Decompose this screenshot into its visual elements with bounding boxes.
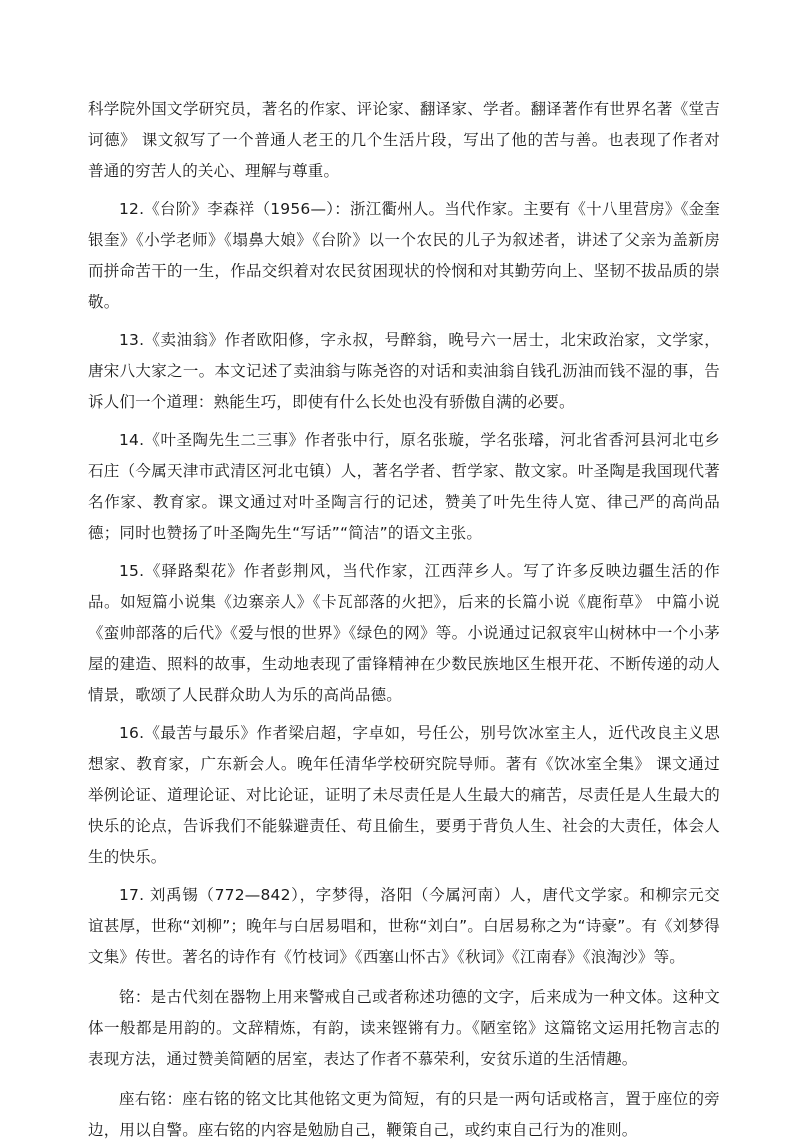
paragraph-item-17: 17. 刘禹锡（772—842），字梦得，洛阳（今属河南）人，唐代文学家。和柳宗元交谊甚厚，世称“刘柳”；晚年与白居易唱和，世称“刘白”。白居易称之为“诗豪”。有《刘梦得文集》传世。著名的诗作有《竹枝词》《西塞山怀古》《秋词》《江南春》《浪淘沙》等。: [88, 886, 720, 966]
paragraph-item-14: 14.《叶圣陶先生二三事》作者张中行，原名张璇，学名张璿，河北省香河县河北屯乡石庄（今属天津市武清区河北屯镇）人，著名学者、哲学家、散文家。叶圣陶是我国现代著名作家、教育家。课文通过对叶圣陶言行的记述，赞美了叶先生待人宽、律己严的高尚品德；同时也赞扬了叶圣陶先生“写话”“简洁”的语文主张。: [88, 431, 720, 542]
paragraph-ming-definition: 铭：是古代刻在器物上用来警戒自己或者称述功德的文字，后来成为一种文体。这种文体一般都是用韵的。文辞精炼，有韵，读来铿锵有力。《陋室铭》这篇铭文运用托物言志的表现方法，通过赞美简陋的居室，表达了作者不慕荣利，安贫乐道的生活情趣。: [88, 988, 720, 1068]
paragraph-item-15: 15.《驿路梨花》作者彭荆风，当代作家，江西萍乡人。写了许多反映边疆生活的作品。如短篇小说集《边寨亲人》《卡瓦部落的火把》，后来的长篇小说《鹿衔草》 中篇小说《蛮帅部落的后代》《爱与恨的世界》《绿色的网》等。小说通过记叙哀牢山树林中一个小茅屋的建造、照料的故事，生动地表现了雷锋精神在少数民族地区生根开花、不断传递的动人情景，歌颂了人民群众助人为乐的高尚品德。: [88, 562, 720, 704]
paragraph-item-13: 13.《卖油翁》作者欧阳修，字永叔，号醉翁，晚号六一居士，北宋政治家，文学家，唐宋八大家之一。本文记述了卖油翁与陈尧咨的对话和卖油翁自钱孔沥油而钱不湿的事，告诉人们一个道理：熟能生巧，即使有什么长处也没有骄傲自满的必要。: [88, 331, 720, 411]
document-body: [88, 94, 720, 1146]
paragraph-item-16: 16.《最苦与最乐》作者梁启超，字卓如，号任公，别号饮冰室主人，近代改良主义思想家、教育家，广东新会人。晚年任清华学校研究院导师。著有《饮冰室全集》 课文通过举例论证、道理论证、对比论证，证明了未尽责任是人生最大的痛苦，尽责任是人生最大的快乐的论点，告诉我们不能躲避责任、苟且偷生，要勇于背负人生、社会的大责任，体会人生的快乐。: [88, 724, 720, 866]
paragraph-zuoyouming-definition: 座右铭：座右铭的铭文比其他铭文更为简短，有的只是一两句话或格言，置于座位的旁边，用以自警。座右铭的内容是勉励自己，鞭策自己，或约束自己行为的准则。: [88, 1090, 720, 1139]
paragraph-item-12: 12.《台阶》李森祥（1956—）：浙江衢州人。当代作家。主要有《十八里营房》《金奎银奎》《小学老师》《塌鼻大娘》《台阶》以一个农民的儿子为叙述者，讲述了父亲为盖新房而拼命苦干的一生，作品交织着对农民贫困现状的怜悯和对其勤劳向上、坚韧不拔品质的崇敬。: [88, 200, 720, 311]
paragraph-lao-wang: 科学院外国文学研究员，著名的作家、评论家、翻译家、学者。翻译著作有世界名著《堂吉诃德》 课文叙写了一个普通人老王的几个生活片段，写出了他的苦与善。也表现了作者对普通的穷苦人的关心、理解与尊重。: [88, 100, 720, 180]
